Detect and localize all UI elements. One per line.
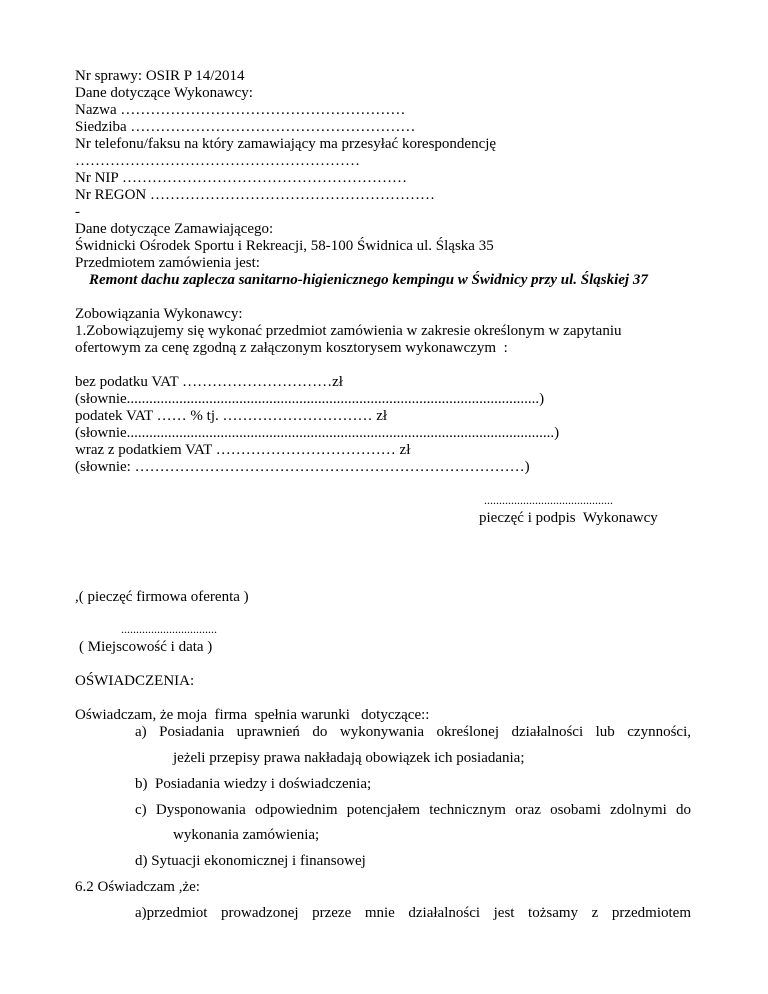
seat-line: Siedziba ………………………………………………… [75,119,416,135]
statements-header: OŚWIADCZENIA: [75,673,195,689]
vat-words: (słownie..................................................................................................................) [75,425,560,441]
condition-c-line-1: c) Dysponowania odpowiednim potencjałem technicznym oraz osobami zdolnymi do [135,802,691,818]
contractor-header: Dane dotyczące Wykonawcy: [75,85,253,101]
statement-6-2-a: a)przedmiot prowadzonej przeze mnie działalności jest tożsamy z przedmiotem [135,905,691,921]
signature-label: pieczęć i podpis Wykonawcy [479,510,658,526]
client-address: Świdnicki Ośrodek Sportu i Rekreacji, 58-100 Świdnica ul. Śląska 35 [75,238,494,254]
statement-6-2: 6.2 Oświadczam ,że: [75,879,200,895]
subject-label: Przedmiotem zamówienia jest: [75,255,260,271]
name-line: Nazwa ………………………………………………… [75,102,406,118]
nip-line: Nr NIP ………………………………………………… [75,170,407,186]
net-price-line: bez podatku VAT …………………………zł [75,374,343,390]
place-date-label: ( Miejscowość i data ) [79,639,213,655]
case-number: Nr sprawy: OSIR P 14/2014 [75,68,245,84]
obligation-line-2: ofertowym za cenę zgodną z załączonym kosztorysem wykonawczym : [75,340,508,356]
condition-b: b) Posiadania wiedzy i doświadczenia; [135,776,372,792]
dash: - [75,204,80,220]
condition-c-line-2: wykonania zamówienia; [173,827,320,843]
gross-price-words: (słownie: ……………………………………………………………………) [75,459,530,475]
signature-dots: ........................................... [484,493,613,507]
obligations-header: Zobowiązania Wykonawcy: [75,306,243,322]
regon-line: Nr REGON ………………………………………………… [75,187,435,203]
statement-intro: Oświadczam, że moja firma spełnia warunki dotyczące:: [75,707,430,723]
condition-d: d) Sytuacji ekonomicznej i finansowej [135,853,366,869]
place-date-dots: ................................ [121,622,217,636]
obligation-line-1: 1.Zobowiązujemy się wykonać przedmiot zamówienia w zakresie określonym w zapytaniu [75,323,622,339]
condition-a-line-1: a) Posiadania uprawnień do wykonywania określonej działalności lub czynności, [135,724,691,740]
vat-line: podatek VAT …… % tj. ………………………… zł [75,408,388,424]
phone-label: Nr telefonu/faksu na który zamawiający ma przesyłać korespondencję [75,136,497,152]
condition-a-line-2: jeżeli przepisy prawa nakładają obowiązek ich posiadania; [173,750,525,766]
gross-price-line: wraz z podatkiem VAT ……………………………… zł [75,442,411,458]
stamp-label: ,( pieczęć firmowa oferenta ) [75,589,249,605]
net-price-words: (słownie..............................................................................................................) [75,391,545,407]
client-header: Dane dotyczące Zamawiającego: [75,221,274,237]
subject-title: Remont dachu zaplecza sanitarno-higienicznego kempingu w Świdnicy przy ul. Śląskiej 37 [89,272,648,288]
phone-dots: ………………………………………………… [75,153,360,169]
